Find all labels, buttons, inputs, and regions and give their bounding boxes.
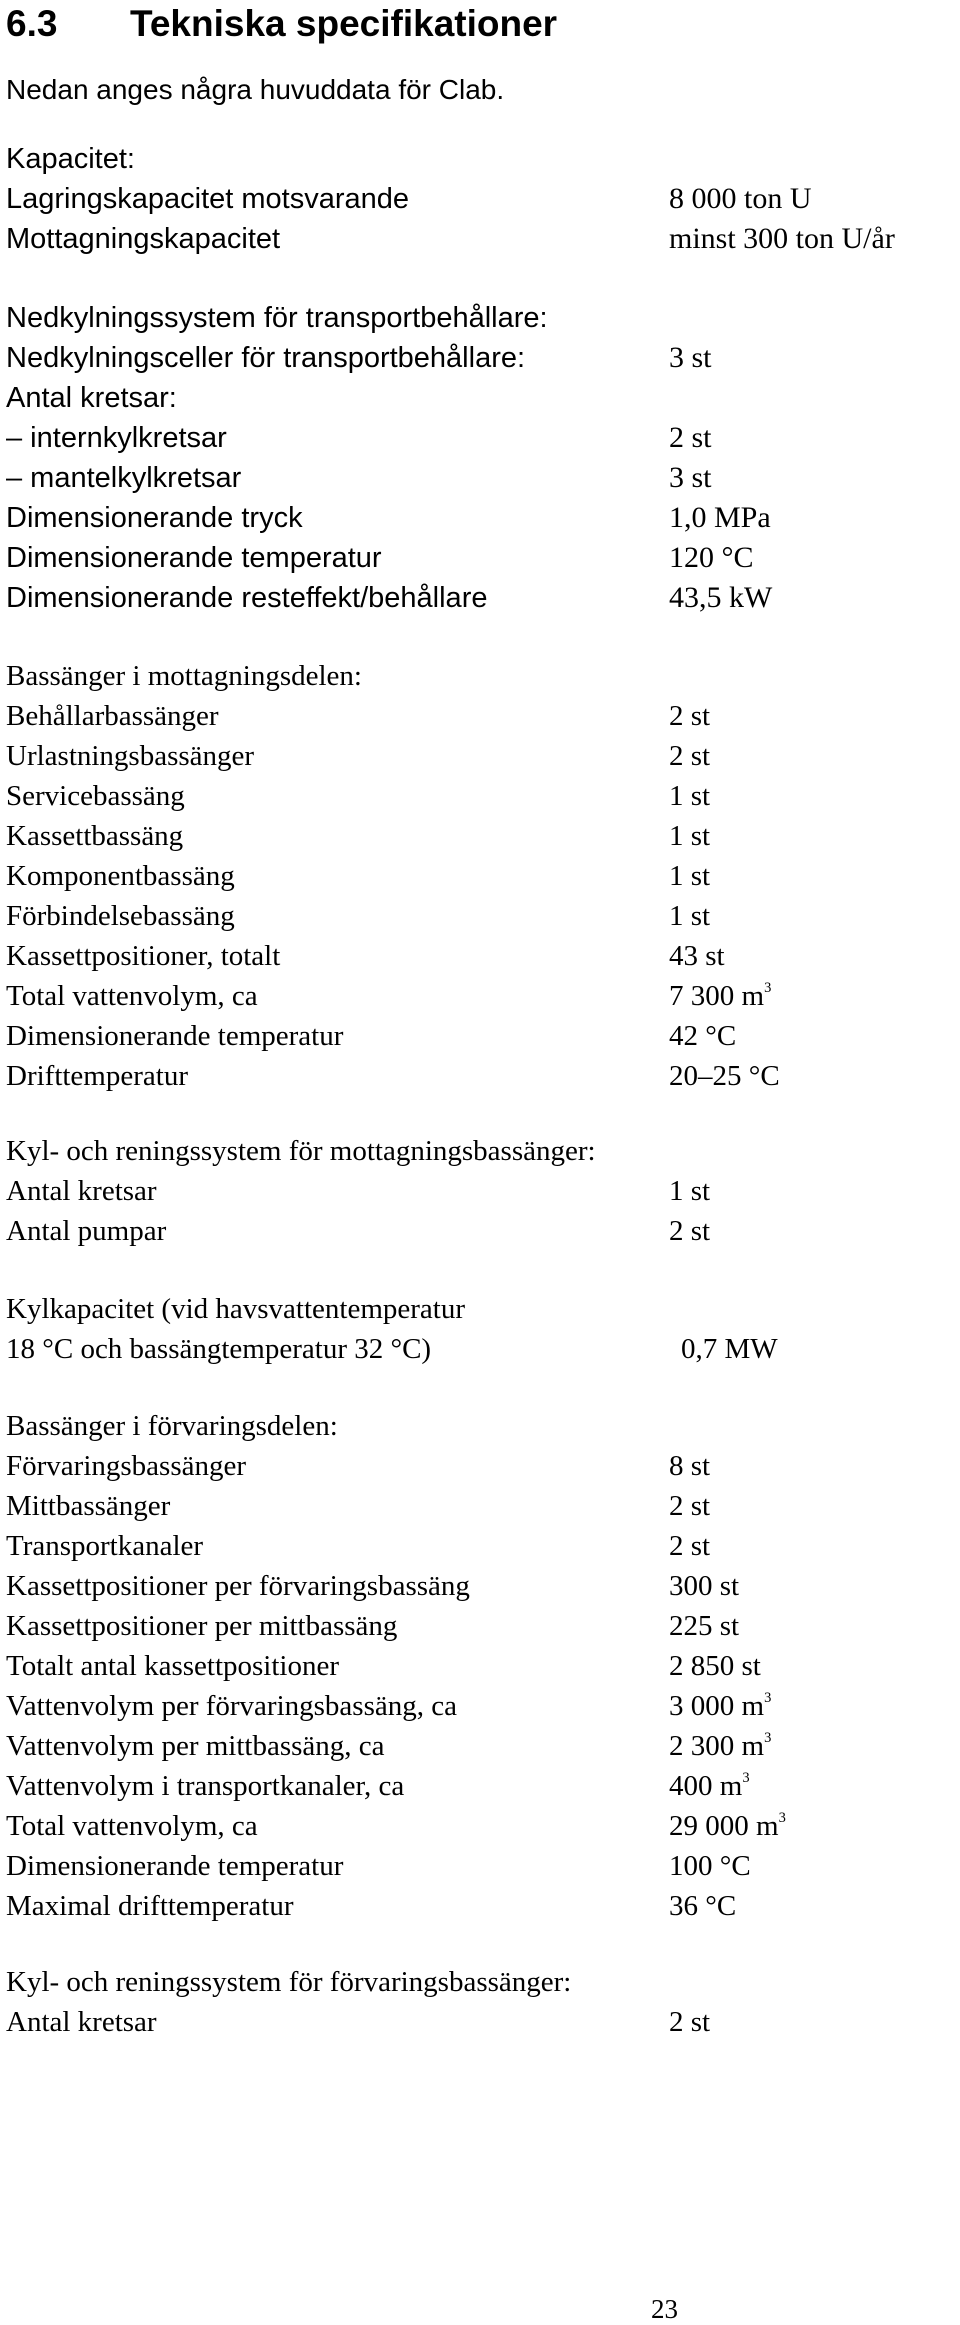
spec-value: 43,5 kW xyxy=(669,581,773,614)
spec-label: Antal kretsar xyxy=(6,1175,157,1207)
spec-value: 8 000 ton U xyxy=(669,182,812,215)
spec-label: Lagringskapacitet motsvarande xyxy=(6,183,410,215)
spec-value: 42 °C xyxy=(669,1020,737,1052)
intro-text: Nedan anges några huvuddata för Clab. xyxy=(6,74,505,105)
spec-label: Nedkylningsceller för transportbehållare: xyxy=(6,342,526,374)
cooling-capacity-value: 0,7 MW xyxy=(681,1333,778,1365)
spec-value: 2 st xyxy=(669,1530,711,1562)
spec-label: Antal kretsar xyxy=(6,2006,157,2038)
spec-value: 3 000 $m^3$ xyxy=(669,1689,772,1722)
spec-value: 2 st xyxy=(669,1215,711,1247)
spec-value: 1 st xyxy=(669,780,711,812)
spec-value: 3 st xyxy=(669,461,712,494)
spec-label: Vattenvolym i transportkanaler, ca xyxy=(6,1770,405,1802)
spec-label: Dimensionerande temperatur xyxy=(6,542,382,574)
spec-label: Dimensionerande temperatur xyxy=(6,1020,344,1052)
spec-label: Förvaringsbassänger xyxy=(6,1450,247,1482)
spec-label: Vattenvolym per mittbassäng, ca xyxy=(6,1730,385,1762)
spec-label: Dimensionerande tryck xyxy=(6,502,303,534)
section-title: Tekniska specifikationer xyxy=(130,3,558,44)
spec-value: 2 st xyxy=(669,700,711,732)
unit-superscript: 3 xyxy=(778,1809,786,1826)
section-heading xyxy=(6,2,557,46)
spec-value: 100 °C xyxy=(669,1850,751,1882)
spec-label: Kassettpositioner per mittbassäng xyxy=(6,1610,398,1642)
spec-value: 7 300 $m^3$ xyxy=(669,979,772,1012)
spec-label: Kassettpositioner, totalt xyxy=(6,940,281,972)
unit-superscript: 3 xyxy=(764,1689,772,1706)
spec-value: 2 st xyxy=(669,2006,711,2038)
spec-value: 43 st xyxy=(669,940,725,972)
spec-label: Mittbassänger xyxy=(6,1490,171,1522)
spec-label: Dimensionerande temperatur xyxy=(6,1850,344,1882)
spec-value: 29 000 $m^3$ xyxy=(669,1809,786,1842)
spec-label: Antal pumpar xyxy=(6,1215,167,1247)
spec-label: Urlastningsbassänger xyxy=(6,740,255,772)
spec-label: Kassettbassäng xyxy=(6,820,184,852)
spec-label: Transportkanaler xyxy=(6,1530,204,1562)
spec-label: Mottagningskapacitet xyxy=(6,223,281,255)
spec-value: 2 st xyxy=(669,1490,711,1522)
spec-label: Vattenvolym per förvaringsbassäng, ca xyxy=(6,1690,457,1722)
spec-label: – mantelkylkretsar xyxy=(6,462,242,494)
spec-value: 8 st xyxy=(669,1450,711,1482)
spec-label: Servicebassäng xyxy=(6,780,185,812)
spec-label: Kassettpositioner per förvaringsbassäng xyxy=(6,1570,470,1602)
spec-value: 1,0 MPa xyxy=(669,501,771,534)
spec-value: 120 °C xyxy=(669,541,754,574)
spec-value: 20–25 °C xyxy=(669,1060,780,1092)
unit-superscript: 3 xyxy=(764,1729,772,1746)
spec-value: 1 st xyxy=(669,900,711,932)
spec-label: Maximal drifttemperatur xyxy=(6,1890,294,1922)
unit-superscript: 3 xyxy=(742,1769,750,1786)
page-number: 23 xyxy=(651,2294,678,2324)
spec-value: 1 st xyxy=(669,1175,711,1207)
spec-label: Drifttemperatur xyxy=(6,1060,188,1092)
spec-label: Total vattenvolym, ca xyxy=(6,1810,258,1842)
spec-value: 2 300 $m^3$ xyxy=(669,1729,772,1762)
spec-value: 400 $m^3$ xyxy=(669,1769,750,1802)
spec-value: 225 st xyxy=(669,1610,740,1642)
spec-label: Förbindelsebassäng xyxy=(6,900,235,932)
spec-value: 3 st xyxy=(669,341,712,374)
spec-label: – internkylkretsar xyxy=(6,422,227,454)
spec-value: minst 300 ton U/år xyxy=(669,222,895,255)
spec-value: 2 st xyxy=(669,421,712,454)
spec-label: Total vattenvolym, ca xyxy=(6,980,258,1012)
spec-value: 1 st xyxy=(669,860,711,892)
spec-label: Antal kretsar: xyxy=(6,382,177,414)
spec-label: Dimensionerande resteffekt/behållare xyxy=(6,582,488,614)
spec-label: Totalt antal kassettpositioner xyxy=(6,1650,340,1682)
spec-value: 2 850 st xyxy=(669,1650,761,1682)
spec-value: 2 st xyxy=(669,740,711,772)
spec-value: 36 °C xyxy=(669,1890,737,1922)
spec-value: 300 st xyxy=(669,1570,740,1602)
unit-superscript: 3 xyxy=(764,979,772,996)
spec-value: 1 st xyxy=(669,820,711,852)
spec-label: Komponentbassäng xyxy=(6,860,235,892)
section-number: 6.3 xyxy=(6,3,58,44)
spec-label: Behållarbassänger xyxy=(6,700,219,732)
